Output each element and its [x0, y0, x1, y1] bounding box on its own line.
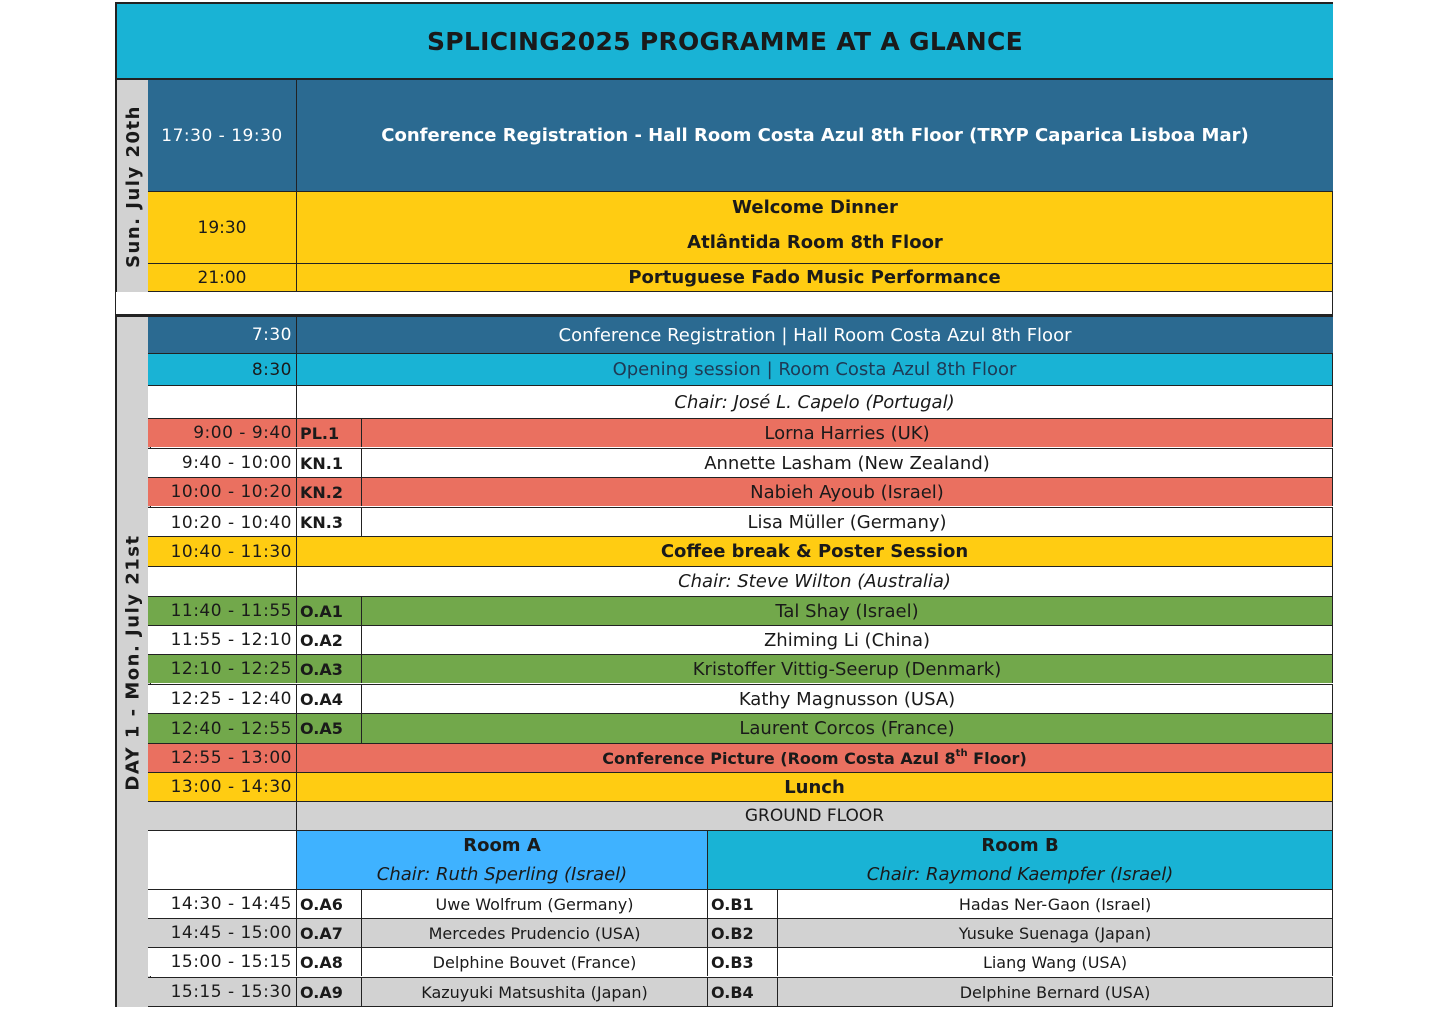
- parallel-time: 15:15 - 15:30: [148, 977, 297, 1007]
- talk-time: 10:00 - 10:20: [148, 477, 297, 506]
- chair2-time-blank: [148, 566, 297, 596]
- day1-side-label: DAY 1 - Mon. July 21st: [115, 317, 151, 1007]
- lunch-text: Lunch: [297, 772, 1333, 801]
- room-b-speaker: Delphine Bernard (USA): [778, 977, 1333, 1007]
- talk-code: KN.2: [297, 477, 362, 506]
- coffee-time: 10:40 - 11:30: [148, 536, 297, 566]
- day0-registration-text: Conference Registration - Hall Room Costa Azul 8th Floor (TRYP Caparica Lisboa Mar): [297, 80, 1333, 191]
- fado-time: 21:00: [148, 263, 297, 292]
- talk-time: 10:20 - 10:40: [148, 507, 297, 537]
- room-a-name: Room A: [463, 835, 541, 856]
- talk-speaker: Laurent Corcos (France): [362, 713, 1333, 743]
- fado-text: Portuguese Fado Music Performance: [297, 263, 1333, 292]
- room-b-code: O.B4: [708, 977, 778, 1007]
- day0-side-label: Sun. July 20th: [115, 80, 151, 292]
- talk-time: 12:10 - 12:25: [148, 654, 297, 683]
- room-b-speaker: Liang Wang (USA): [778, 947, 1333, 976]
- talk-speaker: Nabieh Ayoub (Israel): [362, 477, 1333, 506]
- talk-speaker: Annette Lasham (New Zealand): [362, 448, 1333, 477]
- session2-chair: Chair: Steve Wilton (Australia): [297, 566, 1333, 596]
- talk-code: KN.3: [297, 507, 362, 537]
- talk-time: 12:25 - 12:40: [148, 684, 297, 713]
- room-a-speaker: Mercedes Prudencio (USA): [362, 918, 708, 947]
- room-b-code: O.B3: [708, 947, 778, 976]
- lunch-time: 13:00 - 14:30: [148, 772, 297, 801]
- opening-time: 8:30: [148, 353, 297, 385]
- talk-time: 12:40 - 12:55: [148, 713, 297, 743]
- talk-time: 9:40 - 10:00: [148, 448, 297, 477]
- talk-code: PL.1: [297, 418, 362, 447]
- room-b-speaker: Yusuke Suenaga (Japan): [778, 918, 1333, 947]
- day1-registration-text: Conference Registration | Hall Room Costa Azul 8th Floor: [297, 317, 1333, 353]
- talk-code: O.A4: [297, 684, 362, 713]
- talk-time: 11:40 - 11:55: [148, 596, 297, 625]
- opening-text: Opening session | Room Costa Azul 8th Floor: [297, 353, 1333, 385]
- picture-text: Conference Picture (Room Costa Azul 8 $^{th}$ Floor): [297, 743, 1333, 772]
- talk-code: O.A5: [297, 713, 362, 743]
- talk-time: 9:00 - 9:40: [148, 418, 297, 447]
- room-b-chair: Chair: Raymond Kaempfer (Israel): [866, 863, 1174, 885]
- ground-floor-label: GROUND FLOOR: [297, 801, 1333, 830]
- talk-code: KN.1: [297, 448, 362, 477]
- picture-time: 12:55 - 13:00: [148, 743, 297, 772]
- page-title: SPLICING2025 PROGRAMME AT A GLANCE: [115, 2, 1333, 80]
- talk-speaker: Kathy Magnusson (USA): [362, 684, 1333, 713]
- welcome-dinner-title: Welcome Dinner: [732, 196, 898, 218]
- welcome-dinner-cell: [297, 191, 1333, 263]
- parallel-time: 14:30 - 14:45: [148, 889, 297, 918]
- talk-code: O.A1: [297, 596, 362, 625]
- talk-speaker: Lisa Müller (Germany): [362, 507, 1333, 537]
- chair1-time-blank: [148, 385, 297, 418]
- room-b-name: Room B: [981, 835, 1059, 856]
- ground-floor-time-blank: [148, 801, 297, 830]
- welcome-dinner-time: 19:30: [148, 191, 297, 263]
- day1-registration-time: 7:30: [148, 317, 297, 353]
- talk-time: 11:55 - 12:10: [148, 625, 297, 654]
- parallel-time: 15:00 - 15:15: [148, 947, 297, 976]
- room-a-speaker: Kazuyuki Matsushita (Japan): [362, 977, 708, 1007]
- room-a-code: O.A9: [297, 977, 362, 1007]
- session1-chair: Chair: José L. Capelo (Portugal): [297, 385, 1333, 418]
- rooms-time-blank: [148, 830, 297, 889]
- welcome-dinner-room: Atlântida Room 8th Floor: [687, 231, 943, 253]
- talk-speaker: Tal Shay (Israel): [362, 596, 1333, 625]
- talk-code: O.A2: [297, 625, 362, 654]
- room-b-code: O.B2: [708, 918, 778, 947]
- room-b-speaker: Hadas Ner-Gaon (Israel): [778, 889, 1333, 918]
- talk-speaker: Lorna Harries (UK): [362, 418, 1333, 447]
- day0-registration-time: 17:30 - 19:30: [148, 80, 297, 191]
- talk-speaker: Zhiming Li (China): [362, 625, 1333, 654]
- room-a-code: O.A6: [297, 889, 362, 918]
- room-b-code: O.B1: [708, 889, 778, 918]
- talk-code: O.A3: [297, 654, 362, 683]
- room-a-speaker: Uwe Wolfrum (Germany): [362, 889, 708, 918]
- coffee-text: Coffee break & Poster Session: [297, 536, 1333, 566]
- room-a-speaker: Delphine Bouvet (France): [362, 947, 708, 976]
- room-a-header: [297, 830, 708, 889]
- room-a-chair: Chair: Ruth Sperling (Israel): [376, 863, 628, 885]
- room-a-code: O.A7: [297, 918, 362, 947]
- talk-speaker: Kristoffer Vittig-Seerup (Denmark): [362, 654, 1333, 683]
- room-a-code: O.A8: [297, 947, 362, 976]
- room-b-header: [708, 830, 1333, 889]
- parallel-time: 14:45 - 15:00: [148, 918, 297, 947]
- day-separator: [115, 292, 1333, 317]
